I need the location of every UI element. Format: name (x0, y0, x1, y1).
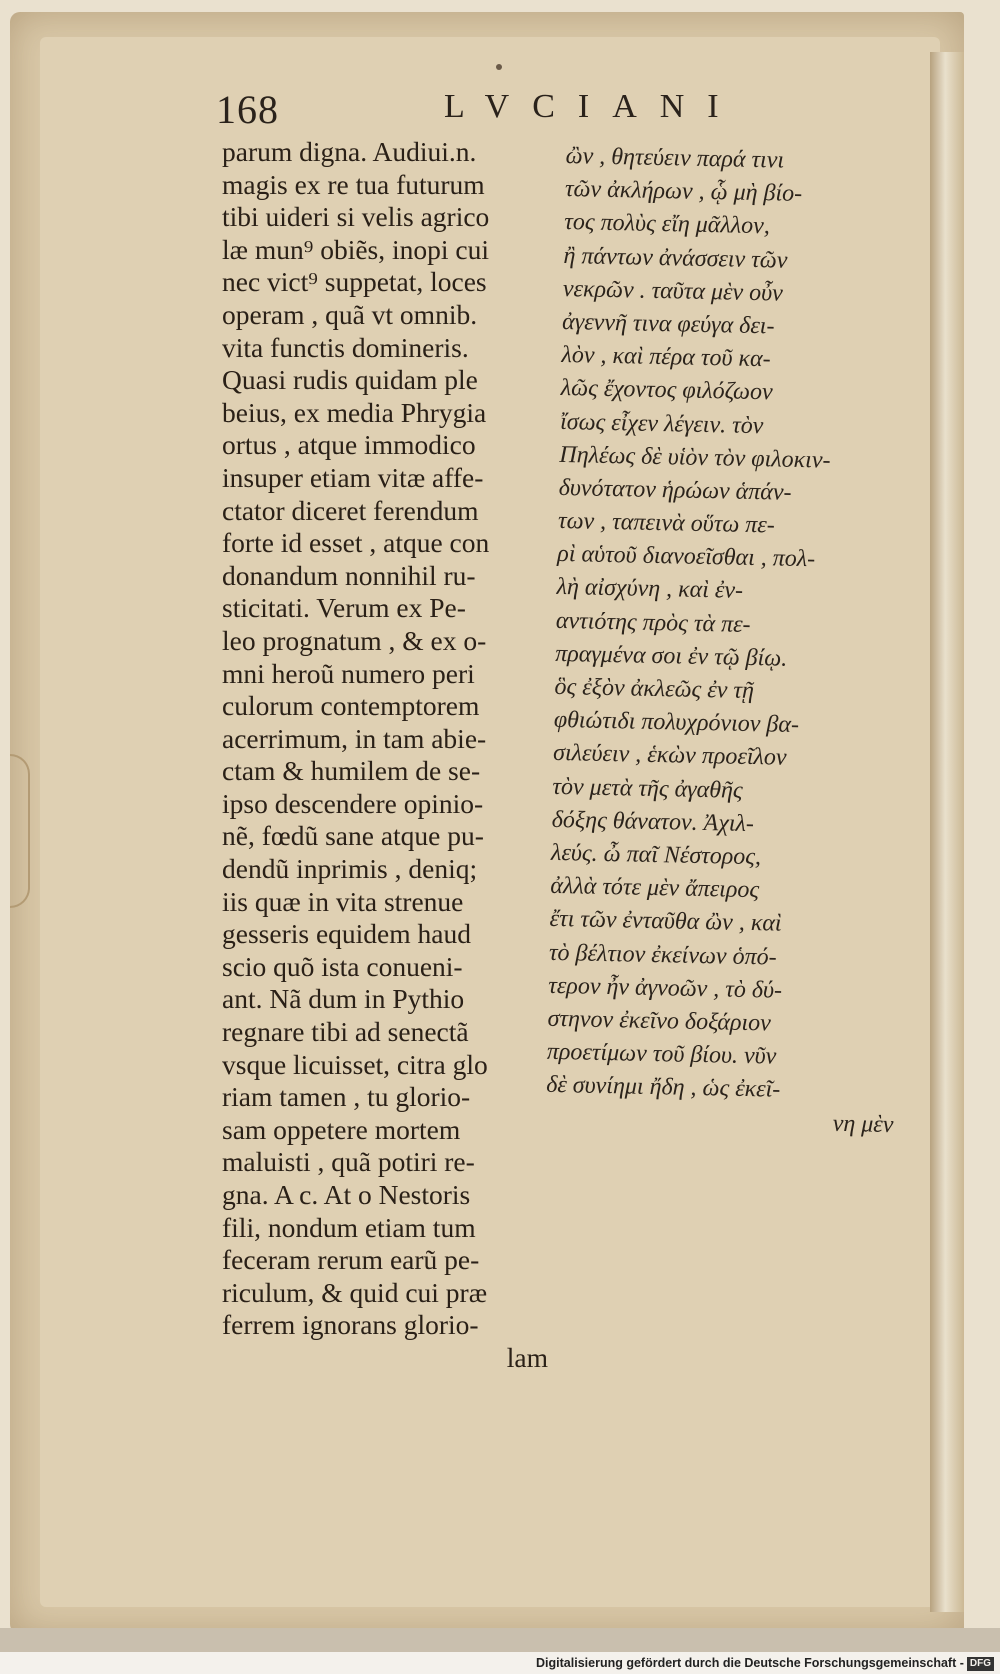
text-line: gna. A c. At o Nestoris (222, 1179, 471, 1210)
text-line: ferrem ignorans glorio- (222, 1309, 479, 1341)
text-line: donandum nonnihil ru- (222, 559, 476, 591)
text-line: αντιότης πρὸς τὰ πε- (555, 607, 751, 638)
footer-text: Digitalisierung gefördert durch die Deutsche Forschungsgemeinschaft - (536, 1656, 964, 1670)
text-line: φθιώτιδι πολυχρόνιον βα- (553, 707, 800, 739)
text-line: leo prognatum , & ex o- (222, 624, 487, 656)
text-line: λὴ αἰσχύνη , καὶ ἐν- (556, 574, 744, 605)
text-line: ἴσως εἶχεν λέγειν. τὸν (559, 408, 764, 439)
text-line: gesseris equidem haud (222, 918, 471, 950)
text-line: operam , quã vt omnib. (222, 298, 478, 330)
text-line: τὸν μετὰ τῆς ἀγαθῆς (552, 773, 743, 804)
text-line: ἢ πάντων ἀνάσσειν τῶν (563, 242, 788, 274)
text-line: vsque licuisset, citra glo (222, 1048, 488, 1080)
text-line: δυνότατον ἡρώων ἁπάν- (558, 474, 792, 506)
text-line: maluisti , quã potiri re- (222, 1146, 475, 1178)
text-line: vita functis domineris. (222, 331, 469, 363)
text-line: culorum contemptorem (222, 690, 480, 722)
footer-credit (0, 1652, 994, 1674)
text-line: των , ταπεινὰ οὕτω πε- (557, 507, 776, 539)
text-line: ἀλλὰ τότε μὲν ἄπειρος (550, 872, 760, 904)
page-header (0, 86, 964, 132)
text-line: fili, nondum etiam tum (222, 1211, 476, 1243)
text-line: forte id esset , atque con (222, 527, 490, 559)
text-line: ἀγεννῆ τινα φεύγα δει- (561, 308, 775, 340)
text-line: nẽ, fœdũ sane atque pu- (222, 820, 484, 852)
text-line: ctator diceret ferendum (222, 494, 479, 526)
text-line: beius, ex media Phrygia (222, 396, 487, 428)
text-line: riam tamen , tu glorio- (222, 1081, 471, 1113)
text-line: Πηλέως δὲ υἱὸν τὸν φιλοκιν- (559, 441, 831, 474)
text-line: ctam & humilem de se- (222, 755, 481, 787)
text-line: nec vict⁹ suppetat, loces (222, 266, 487, 298)
text-line: ipso descendere opinio- (222, 787, 484, 819)
latin-column (222, 136, 552, 1375)
text-line: parum digna. Audiui.n. (222, 136, 477, 167)
text-line: læ mun⁹ obiẽs, inopi cui (222, 233, 490, 265)
catchword: νη μὲν (832, 1111, 894, 1139)
text-line: scio quõ ista conueni- (222, 950, 463, 982)
printer-mark (496, 64, 502, 70)
binding-tab (10, 754, 30, 908)
text-line: sticitati. Verum ex Pe- (222, 592, 466, 624)
text-line: πραγμένα σοι ἐν τῷ βίῳ. (554, 640, 788, 672)
running-title: LVCIANI (444, 88, 742, 125)
text-line: riculum, & quid cui præ (222, 1276, 488, 1308)
text-line: δόξης θάνατον. Ἀχιλ- (551, 806, 755, 837)
text-line: δὲ συνίημι ἤδη , ὡς ἐκεῖ- (545, 1072, 781, 1103)
text-line: magis ex re tua futurum (222, 168, 485, 200)
text-line: feceram rerum earũ pe- (222, 1244, 480, 1276)
text-line: τος πολὺς εἴη μᾶλλον, (564, 209, 771, 240)
text-line: Quasi rudis quidam ple (222, 364, 478, 396)
text-line: ρὶ αὑτοῦ διανοεῖσθαι , πολ- (557, 541, 816, 573)
page-bottom-edge (0, 1628, 1000, 1652)
text-line: ὃς ἐξὸν ἀκλεῶς ἐν τῇ (554, 673, 755, 705)
text-line: tibi uideri si velis agrico (222, 201, 490, 233)
text-line: τῶν ἀκλήρων , ᾧ μὴ βίο- (564, 176, 803, 208)
next-page-edge (930, 52, 964, 1612)
text-line: στηνον ἐκεῖνο δοξάριον (547, 1005, 772, 1037)
text-line: acerrimum, in tam abie- (222, 722, 487, 754)
page-number: 168 (216, 87, 279, 132)
text-line: sam oppetere mortem (222, 1113, 461, 1145)
text-line: τὸ βέλτιον ἐκείνων ὁπό- (548, 939, 777, 971)
text-line: λεύς. ὦ παῖ Νέστορος, (550, 839, 762, 871)
text-line: νεκρῶν . ταῦτα μὲν οὖν (562, 275, 784, 307)
text-line: προετίμων τοῦ βίου. νῦν (546, 1038, 777, 1070)
text-line: τερον ἦν ἀγνοῶν , τὸ δύ- (548, 972, 783, 1004)
text-line: σιλεύειν , ἑκὼν προεῖλον (552, 740, 787, 772)
text-line: ὢν , θητεύειν παρά τινι (565, 142, 785, 174)
text-line: ἔτι τῶν ἐνταῦθα ὢν , καὶ (549, 906, 782, 937)
dfg-logo: DFG (967, 1657, 994, 1671)
text-line: λὸν , καὶ πέρα τοῦ κα- (561, 342, 771, 373)
greek-column (545, 140, 924, 1143)
text-line: iis quæ in vita strenue (222, 885, 464, 917)
text-line: ortus , atque immodico (222, 429, 476, 461)
catchword: lam (506, 1341, 548, 1373)
text-line: regnare tibi ad senectã (222, 1016, 469, 1048)
text-line: mni heroũ numero peri (222, 657, 475, 689)
text-line: insuper etiam vitæ affe- (222, 461, 484, 493)
text-line: ant. Nã dum in Pythio (222, 983, 465, 1015)
text-line: dendũ inprimis , deniq; (222, 853, 478, 885)
text-line: λῶς ἔχοντος φιλόζωον (560, 375, 773, 406)
